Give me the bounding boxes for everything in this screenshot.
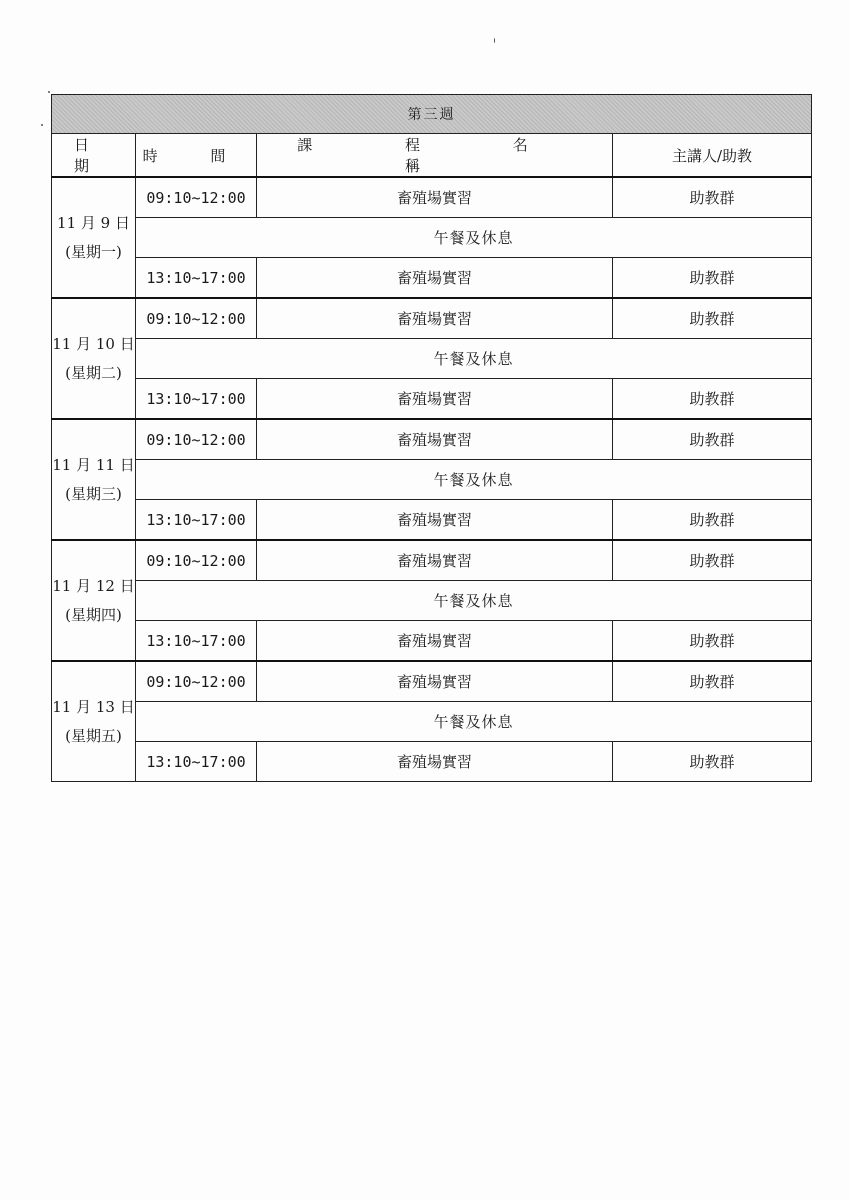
week-title-row [52, 95, 812, 134]
header-course: 課 程 名 稱 [257, 134, 613, 178]
break-row [52, 339, 812, 379]
schedule-table [51, 94, 812, 782]
afternoon-time: 13:10~17:00 [136, 258, 257, 299]
morning-row [52, 419, 812, 460]
day-weekday: (星期五) [65, 726, 122, 745]
morning-lecturer: 助教群 [613, 419, 812, 460]
break-row [52, 218, 812, 258]
afternoon-lecturer: 助教群 [613, 258, 812, 299]
break-row [52, 460, 812, 500]
lunch-break: 午餐及休息 [136, 460, 812, 500]
day-date: 11 月 9 日 [57, 213, 130, 232]
break-row [52, 702, 812, 742]
morning-row [52, 298, 812, 339]
morning-time: 09:10~12:00 [136, 540, 257, 581]
day-weekday: (星期四) [65, 605, 122, 624]
morning-time: 09:10~12:00 [136, 419, 257, 460]
morning-lecturer: 助教群 [613, 298, 812, 339]
afternoon-lecturer: 助教群 [613, 742, 812, 782]
morning-course: 畜殖場實習 [257, 419, 613, 460]
afternoon-time: 13:10~17:00 [136, 742, 257, 782]
header-time: 時 間 [136, 134, 257, 178]
lunch-break: 午餐及休息 [136, 218, 812, 258]
afternoon-lecturer: 助教群 [613, 621, 812, 662]
afternoon-row [52, 258, 812, 299]
morning-time: 09:10~12:00 [136, 298, 257, 339]
lunch-break: 午餐及休息 [136, 581, 812, 621]
day-date: 11 月 12 日 [52, 576, 135, 595]
afternoon-course: 畜殖場實習 [257, 742, 613, 782]
week-title: 第三週 [52, 95, 812, 134]
day-cell [52, 419, 136, 540]
day-date: 11 月 10 日 [52, 334, 135, 353]
morning-row [52, 177, 812, 218]
afternoon-course: 畜殖場實習 [257, 500, 613, 541]
day-cell [52, 177, 136, 298]
morning-row [52, 661, 812, 702]
morning-course: 畜殖場實習 [257, 661, 613, 702]
afternoon-row [52, 500, 812, 541]
lunch-break: 午餐及休息 [136, 339, 812, 379]
afternoon-course: 畜殖場實習 [257, 621, 613, 662]
afternoon-lecturer: 助教群 [613, 500, 812, 541]
morning-lecturer: 助教群 [613, 540, 812, 581]
header-date: 日 期 [52, 134, 136, 178]
afternoon-row [52, 379, 812, 420]
day-cell [52, 540, 136, 661]
day-date: 11 月 11 日 [52, 455, 135, 474]
break-row [52, 581, 812, 621]
header-lecturer: 主講人/助教 [613, 134, 812, 178]
afternoon-time: 13:10~17:00 [136, 379, 257, 420]
afternoon-row [52, 742, 812, 782]
lunch-break: 午餐及休息 [136, 702, 812, 742]
scan-speck [48, 91, 50, 93]
afternoon-course: 畜殖場實習 [257, 258, 613, 299]
afternoon-row [52, 621, 812, 662]
day-date: 11 月 13 日 [52, 697, 135, 716]
morning-course: 畜殖場實習 [257, 177, 613, 218]
day-weekday: (星期一) [65, 242, 122, 261]
day-weekday: (星期三) [65, 484, 122, 503]
afternoon-lecturer: 助教群 [613, 379, 812, 420]
morning-course: 畜殖場實習 [257, 540, 613, 581]
morning-time: 09:10~12:00 [136, 177, 257, 218]
afternoon-time: 13:10~17:00 [136, 500, 257, 541]
afternoon-course: 畜殖場實習 [257, 379, 613, 420]
day-cell [52, 661, 136, 782]
scan-speck [494, 38, 495, 43]
scan-speck [41, 124, 43, 126]
morning-lecturer: 助教群 [613, 661, 812, 702]
afternoon-time: 13:10~17:00 [136, 621, 257, 662]
header-row [52, 134, 812, 178]
morning-time: 09:10~12:00 [136, 661, 257, 702]
day-weekday: (星期二) [65, 363, 122, 382]
morning-lecturer: 助教群 [613, 177, 812, 218]
day-cell [52, 298, 136, 419]
morning-course: 畜殖場實習 [257, 298, 613, 339]
morning-row [52, 540, 812, 581]
